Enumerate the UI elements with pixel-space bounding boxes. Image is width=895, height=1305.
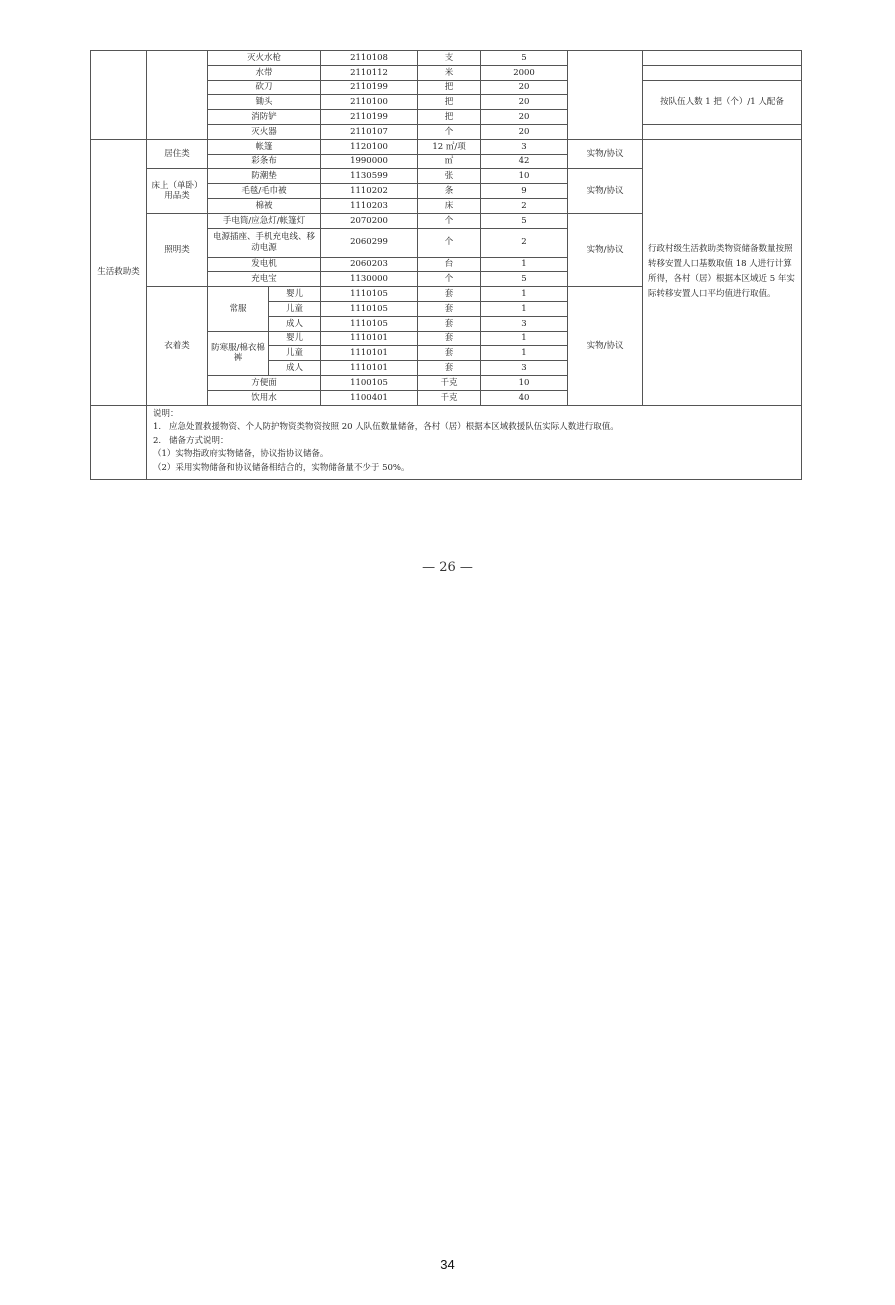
item-code: 1100401 bbox=[321, 390, 418, 405]
tools-remark: 按队伍人数 1 把（个）/1 人配备 bbox=[643, 80, 802, 124]
item-unit: 床 bbox=[418, 198, 481, 213]
item-code: 1110105 bbox=[321, 301, 418, 316]
item-unit: 个 bbox=[418, 124, 481, 139]
item-quantity: 20 bbox=[481, 80, 568, 95]
item-subtype: 婴儿 bbox=[269, 287, 321, 302]
item-name: 水带 bbox=[208, 65, 321, 80]
item-name: 灭火器 bbox=[208, 124, 321, 139]
note-2-number: 2. bbox=[153, 435, 162, 446]
item-code: 1990000 bbox=[321, 154, 418, 169]
item-name: 饮用水 bbox=[208, 390, 321, 405]
notes-row bbox=[91, 405, 802, 479]
item-unit: 米 bbox=[418, 65, 481, 80]
table-row bbox=[91, 51, 802, 66]
item-quantity: 2 bbox=[481, 228, 568, 257]
remark-cell-empty bbox=[643, 65, 802, 80]
lighting-label: 照明类 bbox=[147, 213, 208, 286]
item-quantity: 3 bbox=[481, 316, 568, 331]
item-unit: 台 bbox=[418, 257, 481, 272]
item-unit: 千克 bbox=[418, 375, 481, 390]
item-unit: 把 bbox=[418, 95, 481, 110]
item-name: 砍刀 bbox=[208, 80, 321, 95]
item-unit: 支 bbox=[418, 51, 481, 66]
item-code: 1110202 bbox=[321, 184, 418, 199]
item-unit: 套 bbox=[418, 346, 481, 361]
item-quantity: 1 bbox=[481, 346, 568, 361]
item-name: 帐篷 bbox=[208, 139, 321, 154]
item-quantity: 20 bbox=[481, 95, 568, 110]
item-name: 防潮垫 bbox=[208, 169, 321, 184]
category-cell-empty bbox=[91, 51, 147, 140]
note-2 bbox=[153, 435, 795, 449]
item-unit: 千克 bbox=[418, 390, 481, 405]
item-code: 2110100 bbox=[321, 95, 418, 110]
item-code: 1100105 bbox=[321, 375, 418, 390]
item-quantity: 1 bbox=[481, 287, 568, 302]
item-code: 1110101 bbox=[321, 346, 418, 361]
item-name: 棉被 bbox=[208, 198, 321, 213]
item-code: 2110108 bbox=[321, 51, 418, 66]
item-unit: 条 bbox=[418, 184, 481, 199]
regular-clothing-label: 常服 bbox=[208, 287, 269, 331]
item-subtype: 成人 bbox=[269, 316, 321, 331]
item-quantity: 3 bbox=[481, 139, 568, 154]
item-code: 2110112 bbox=[321, 65, 418, 80]
item-unit: 把 bbox=[418, 110, 481, 125]
table-row bbox=[91, 139, 802, 154]
clothing-label: 衣着类 bbox=[147, 287, 208, 405]
item-code: 2110199 bbox=[321, 110, 418, 125]
item-quantity: 9 bbox=[481, 184, 568, 199]
item-code: 2110199 bbox=[321, 80, 418, 95]
item-code: 1110203 bbox=[321, 198, 418, 213]
bedding-label: 床上（单卧）用品类 bbox=[147, 169, 208, 213]
bedding-storage-method: 实物/协议 bbox=[568, 169, 643, 213]
notes-left-cell-empty bbox=[91, 405, 147, 479]
housing-label: 居住类 bbox=[147, 139, 208, 169]
item-quantity: 20 bbox=[481, 124, 568, 139]
life-rescue-category: 生活救助类 bbox=[91, 139, 147, 405]
item-subtype: 儿童 bbox=[269, 346, 321, 361]
remark-cell-empty bbox=[643, 124, 802, 139]
item-unit: 套 bbox=[418, 287, 481, 302]
item-quantity: 42 bbox=[481, 154, 568, 169]
item-code: 2060203 bbox=[321, 257, 418, 272]
note-2-2: （2）采用实物储备和协议储备相结合的，实物储备量不少于 50%。 bbox=[153, 462, 410, 473]
item-unit: 个 bbox=[418, 272, 481, 287]
materials-table bbox=[90, 50, 802, 480]
item-name: 手电筒/应急灯/帐篷灯 bbox=[208, 213, 321, 228]
item-quantity: 1 bbox=[481, 257, 568, 272]
item-unit: 个 bbox=[418, 213, 481, 228]
note-2-text: 储备方式说明： bbox=[169, 435, 229, 446]
item-name: 方便面 bbox=[208, 375, 321, 390]
item-unit: 12 ㎡/项 bbox=[418, 139, 481, 154]
item-code: 1130000 bbox=[321, 272, 418, 287]
item-name: 电源插座、手机充电线、移动电源 bbox=[208, 228, 321, 257]
item-code: 1110105 bbox=[321, 287, 418, 302]
item-name: 毛毯/毛巾被 bbox=[208, 184, 321, 199]
item-unit: 把 bbox=[418, 80, 481, 95]
item-name: 锄头 bbox=[208, 95, 321, 110]
life-rescue-remark: 行政村级生活救助类物资储备数量按照转移安置人口基数取值 18 人进行计算所得，各村（居）根据本区域近 5 年实际转移安置人口平均值进行取值。 bbox=[643, 139, 802, 405]
item-quantity: 2 bbox=[481, 198, 568, 213]
item-code: 1130599 bbox=[321, 169, 418, 184]
item-unit: 套 bbox=[418, 301, 481, 316]
item-name: 充电宝 bbox=[208, 272, 321, 287]
item-subtype: 儿童 bbox=[269, 301, 321, 316]
item-unit: 张 bbox=[418, 169, 481, 184]
note-1-number: 1. bbox=[153, 422, 162, 433]
item-code: 1110105 bbox=[321, 316, 418, 331]
storage-method-cell-empty bbox=[568, 51, 643, 140]
cold-clothing-label: 防寒服/棉衣棉裤 bbox=[208, 331, 269, 375]
item-quantity: 5 bbox=[481, 272, 568, 287]
page-number-outer: 34 bbox=[440, 1257, 455, 1272]
notes-heading: 说明： bbox=[153, 408, 179, 419]
item-quantity: 10 bbox=[481, 375, 568, 390]
item-unit: ㎡ bbox=[418, 154, 481, 169]
item-unit: 套 bbox=[418, 361, 481, 376]
item-unit: 套 bbox=[418, 331, 481, 346]
item-code: 1110101 bbox=[321, 331, 418, 346]
item-name: 发电机 bbox=[208, 257, 321, 272]
item-name: 灭火水枪 bbox=[208, 51, 321, 66]
subcategory-cell-empty bbox=[147, 51, 208, 140]
item-unit: 套 bbox=[418, 316, 481, 331]
page-number-inner: — 26 — bbox=[422, 560, 473, 575]
item-code: 2060299 bbox=[321, 228, 418, 257]
item-code: 1110101 bbox=[321, 361, 418, 376]
item-quantity: 5 bbox=[481, 51, 568, 66]
housing-storage-method: 实物/协议 bbox=[568, 139, 643, 169]
item-quantity: 1 bbox=[481, 301, 568, 316]
item-code: 2070200 bbox=[321, 213, 418, 228]
note-1 bbox=[153, 421, 795, 435]
item-code: 1120100 bbox=[321, 139, 418, 154]
remark-cell-empty bbox=[643, 51, 802, 66]
notes-cell bbox=[147, 405, 802, 479]
item-name: 彩条布 bbox=[208, 154, 321, 169]
item-name: 消防铲 bbox=[208, 110, 321, 125]
item-quantity: 2000 bbox=[481, 65, 568, 80]
item-quantity: 1 bbox=[481, 331, 568, 346]
item-code: 2110107 bbox=[321, 124, 418, 139]
item-quantity: 10 bbox=[481, 169, 568, 184]
item-unit: 个 bbox=[418, 228, 481, 257]
note-2-1: （1）实物指政府实物储备，协议指协议储备。 bbox=[153, 449, 329, 460]
item-quantity: 20 bbox=[481, 110, 568, 125]
item-subtype: 婴儿 bbox=[269, 331, 321, 346]
item-quantity: 5 bbox=[481, 213, 568, 228]
item-quantity: 3 bbox=[481, 361, 568, 376]
item-quantity: 40 bbox=[481, 390, 568, 405]
clothing-storage-method: 实物/协议 bbox=[568, 287, 643, 405]
lighting-storage-method: 实物/协议 bbox=[568, 213, 643, 286]
item-subtype: 成人 bbox=[269, 361, 321, 376]
note-1-text: 应急处置救援物资、个人防护物资类物资按照 20 人队伍数量储备，各村（居）根据本区域救援队伍实际人数进行取值。 bbox=[169, 422, 619, 433]
